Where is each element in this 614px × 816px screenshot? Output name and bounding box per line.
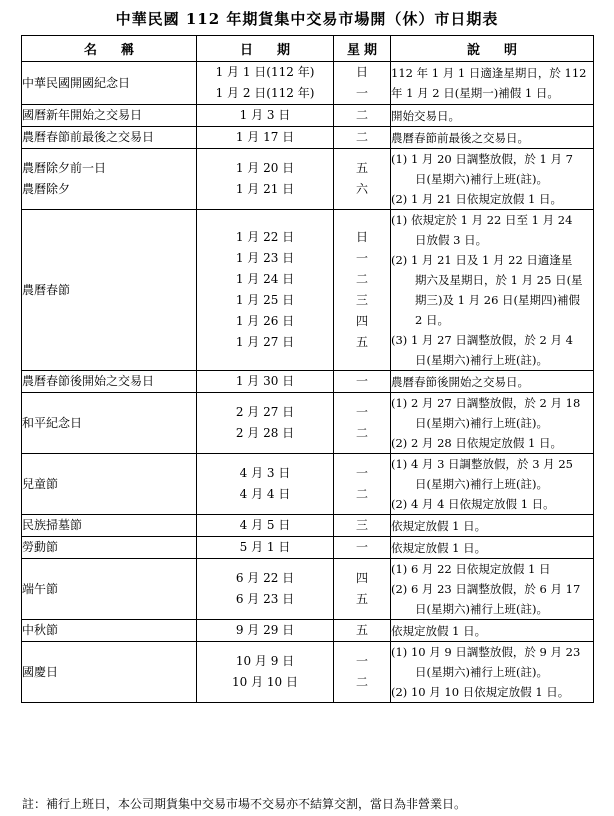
description-line: (1) 1 月 20 日調整放假，於 1 月 7 [391, 152, 573, 166]
holiday-weekday [334, 642, 391, 703]
holiday-date-line: 1 月 23 日 [235, 251, 295, 265]
holiday-description [391, 620, 594, 642]
holiday-weekday [334, 537, 391, 559]
description-line: (1) 4 月 3 日調整放假，於 3 月 25 [391, 457, 573, 471]
holiday-weekday-line: 三 [355, 293, 368, 307]
table-row [22, 62, 594, 105]
description-line: (2) 1 月 21 日及 1 月 22 日適逢星 [391, 253, 573, 267]
holiday-description [391, 105, 594, 127]
holiday-date [197, 210, 334, 371]
holiday-date-line: 4 月 5 日 [239, 518, 291, 532]
holiday-date-line: 6 月 22 日 [235, 571, 295, 585]
holiday-name-line: 國慶日 [22, 664, 59, 679]
holiday-description [391, 454, 594, 515]
description-line: 日(星期六)補行上班(註)。 [415, 416, 548, 430]
holiday-date [197, 515, 334, 537]
holiday-date-line: 6 月 23 日 [235, 592, 295, 606]
holiday-date [197, 149, 334, 210]
description-line: 農曆春節前最後之交易日。 [391, 130, 529, 145]
description-line: 日(星期六)補行上班(註)。 [415, 172, 548, 186]
holiday-weekday-line: 五 [355, 623, 368, 637]
holiday-name [22, 62, 197, 105]
holiday-name [22, 559, 197, 620]
description-line: 依規定放假 1 日。 [391, 518, 487, 533]
holiday-date-line: 1 月 26 日 [235, 314, 295, 328]
description-line: (2) 4 月 4 日依規定放假 1 日。 [391, 497, 555, 511]
holiday-date-line: 4 月 4 日 [239, 487, 291, 501]
holiday-weekday-line: 二 [355, 108, 368, 122]
holiday-name-line: 勞動節 [22, 540, 59, 554]
holiday-name [22, 454, 197, 515]
holiday-description [391, 642, 594, 703]
holiday-name [22, 620, 197, 642]
holiday-date-line: 4 月 3 日 [239, 466, 291, 480]
description-line: (2) 2 月 28 日依規定放假 1 日。 [391, 436, 562, 450]
table-header-row [22, 36, 594, 62]
table-body [22, 62, 594, 703]
holiday-date-line: 10 月 10 日 [232, 675, 298, 689]
holiday-table [21, 35, 594, 703]
holiday-name [22, 642, 197, 703]
holiday-name [22, 371, 197, 393]
holiday-weekday [334, 371, 391, 393]
holiday-description [391, 371, 594, 393]
holiday-date-line: 2 月 28 日 [235, 426, 295, 440]
holiday-name-line: 農曆春節後開始之交易日 [22, 374, 155, 388]
holiday-date-line: 10 月 9 日 [235, 654, 295, 668]
holiday-name [22, 149, 197, 210]
holiday-weekday-line: 二 [355, 272, 368, 286]
table-row [22, 537, 594, 559]
table-row [22, 515, 594, 537]
holiday-weekday-line: 一 [355, 540, 368, 554]
holiday-weekday [334, 210, 391, 371]
header-description: 說明 [391, 36, 594, 62]
description-line: (1) 10 月 9 日調整放假，於 9 月 23 [391, 645, 581, 659]
holiday-name-line: 農曆除夕前一日 [22, 161, 107, 175]
holiday-weekday [334, 393, 391, 454]
holiday-weekday [334, 559, 391, 620]
holiday-date-line: 1 月 1 日(112 年) [215, 65, 315, 79]
holiday-weekday-line: 日 [355, 230, 368, 244]
holiday-weekday-line: 一 [355, 251, 368, 265]
holiday-date-line: 5 月 1 日 [239, 540, 291, 554]
holiday-weekday-line: 一 [355, 374, 368, 388]
holiday-weekday-line: 二 [355, 426, 368, 440]
holiday-date-line: 1 月 22 日 [235, 230, 295, 244]
holiday-date [197, 62, 334, 105]
holiday-weekday-line: 五 [355, 335, 368, 349]
table-row [22, 642, 594, 703]
holiday-description [391, 149, 594, 210]
holiday-name-line: 農曆除夕 [22, 182, 71, 196]
table-row [22, 371, 594, 393]
table-row [22, 620, 594, 642]
holiday-date [197, 393, 334, 454]
holiday-date [197, 620, 334, 642]
holiday-date-line: 1 月 27 日 [235, 335, 295, 349]
holiday-name [22, 515, 197, 537]
description-line: 日(星期六)補行上班(註)。 [415, 665, 548, 679]
page-title: 中華民國 112 年期貨集中交易市場開（休）市日期表 [115, 10, 499, 28]
holiday-date [197, 371, 334, 393]
table-row [22, 393, 594, 454]
header-name: 名稱 [22, 36, 197, 62]
footnote: 註：補行上班日，本公司期貨集中交易市場不交易亦不結算交割，當日為非營業日。 [22, 797, 467, 811]
table-row [22, 105, 594, 127]
holiday-date-line: 1 月 24 日 [235, 272, 295, 286]
holiday-date-line: 9 月 29 日 [235, 623, 295, 637]
holiday-weekday [334, 620, 391, 642]
description-line: 日(星期六)補行上班(註)。 [415, 602, 548, 616]
holiday-date [197, 105, 334, 127]
table-row [22, 454, 594, 515]
holiday-date [197, 642, 334, 703]
holiday-description [391, 515, 594, 537]
holiday-date-line: 2 月 27 日 [235, 405, 295, 419]
holiday-description [391, 127, 594, 149]
holiday-date-line: 1 月 3 日 [239, 108, 291, 122]
description-line: 農曆春節後開始之交易日。 [391, 374, 529, 389]
table-row [22, 559, 594, 620]
holiday-description [391, 559, 594, 620]
holiday-weekday-line: 一 [355, 466, 368, 480]
holiday-weekday-line: 三 [355, 518, 368, 532]
holiday-weekday-line: 四 [355, 571, 368, 585]
holiday-date [197, 454, 334, 515]
description-line: 112 年 1 月 1 日適逢星期日，於 112 [391, 66, 587, 80]
holiday-date-line: 1 月 30 日 [235, 374, 295, 388]
holiday-weekday-line: 四 [355, 314, 368, 328]
holiday-name-line: 兒童節 [22, 476, 59, 491]
holiday-weekday-line: 一 [355, 86, 368, 100]
holiday-name-line: 和平紀念日 [22, 415, 83, 430]
description-line: 期三)及 1 月 26 日(星期四)補假 [415, 293, 581, 307]
header-date: 日期 [197, 36, 334, 62]
holiday-name-line: 中秋節 [22, 623, 59, 637]
table-row [22, 127, 594, 149]
holiday-date-line: 1 月 20 日 [235, 161, 295, 175]
holiday-weekday [334, 105, 391, 127]
holiday-description [391, 393, 594, 454]
holiday-weekday-line: 五 [355, 592, 368, 606]
description-line: 期六及星期日，於 1 月 25 日(星 [415, 273, 583, 287]
holiday-date [197, 127, 334, 149]
holiday-name-line: 國曆新年開始之交易日 [22, 108, 143, 122]
holiday-name [22, 127, 197, 149]
holiday-name-line: 民族掃墓節 [22, 518, 83, 532]
holiday-date-line: 1 月 2 日(112 年) [215, 86, 315, 100]
holiday-weekday [334, 127, 391, 149]
description-line: (2) 6 月 23 日調整放假，於 6 月 17 [391, 582, 581, 596]
holiday-weekday-line: 二 [355, 130, 368, 144]
holiday-name-line: 端午節 [22, 581, 59, 596]
holiday-weekday [334, 454, 391, 515]
holiday-date-line: 1 月 25 日 [235, 293, 295, 307]
description-line: (3) 1 月 27 日調整放假，於 2 月 4 [391, 333, 573, 347]
holiday-description [391, 210, 594, 371]
description-line: (1) 2 月 27 日調整放假，於 2 月 18 [391, 396, 581, 410]
holiday-weekday [334, 62, 391, 105]
description-line: 開始交易日。 [391, 108, 460, 123]
table-row [22, 149, 594, 210]
holiday-name-line: 中華民國開國紀念日 [22, 75, 131, 90]
holiday-name [22, 393, 197, 454]
holiday-date-line: 1 月 17 日 [235, 130, 295, 144]
holiday-weekday [334, 515, 391, 537]
holiday-description [391, 62, 594, 105]
description-line: (2) 1 月 21 日依規定放假 1 日。 [391, 192, 562, 206]
description-line: (1) 依規定於 1 月 22 日至 1 月 24 [391, 213, 573, 227]
holiday-name-line: 農曆春節 [22, 282, 71, 297]
description-line: 日(星期六)補行上班(註)。 [415, 477, 548, 491]
holiday-weekday-line: 二 [355, 487, 368, 501]
description-line: (1) 6 月 22 日依規定放假 1 日 [391, 562, 551, 576]
holiday-weekday-line: 一 [355, 405, 368, 419]
holiday-weekday-line: 六 [355, 182, 368, 196]
holiday-date [197, 559, 334, 620]
description-line: 2 日。 [415, 313, 449, 327]
holiday-name [22, 105, 197, 127]
holiday-weekday [334, 149, 391, 210]
holiday-weekday-line: 日 [355, 65, 368, 79]
holiday-date [197, 537, 334, 559]
description-line: (2) 10 月 10 日依規定放假 1 日。 [391, 685, 570, 699]
holiday-date-line: 1 月 21 日 [235, 182, 295, 196]
holiday-name [22, 537, 197, 559]
holiday-weekday-line: 二 [355, 675, 368, 689]
header-weekday: 星期 [334, 36, 391, 62]
description-line: 年 1 月 2 日(星期一)補假 1 日。 [391, 86, 559, 100]
description-line: 日(星期六)補行上班(註)。 [415, 353, 548, 367]
holiday-name-line: 農曆春節前最後之交易日 [22, 130, 155, 144]
description-line: 依規定放假 1 日。 [391, 623, 487, 638]
holiday-weekday-line: 五 [355, 161, 368, 175]
holiday-weekday-line: 一 [355, 654, 368, 668]
holiday-description [391, 537, 594, 559]
description-line: 依規定放假 1 日。 [391, 540, 487, 555]
holiday-name [22, 210, 197, 371]
description-line: 日放假 3 日。 [415, 233, 488, 247]
table-row [22, 210, 594, 371]
